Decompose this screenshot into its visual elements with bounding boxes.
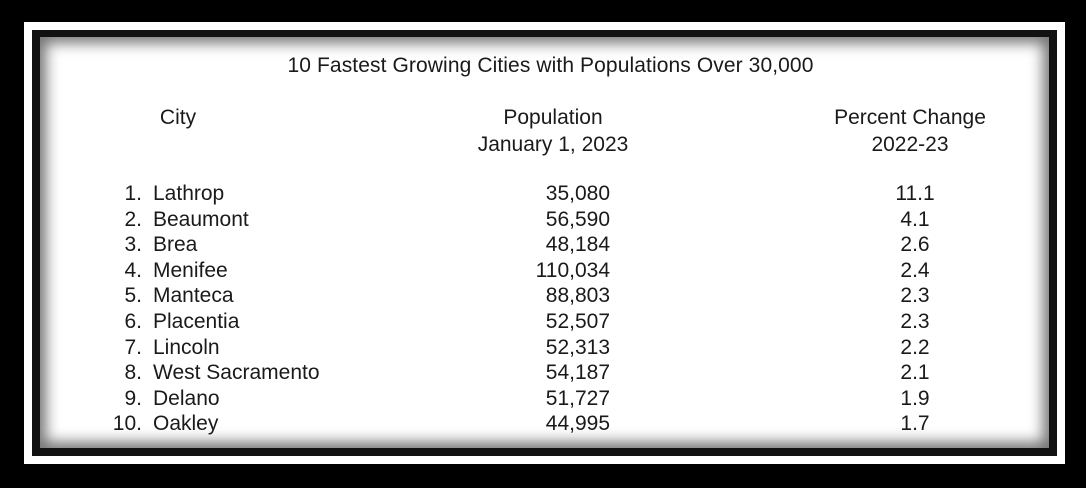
city-cell: Menifee: [153, 258, 228, 282]
header-population-date: January 1, 2023: [477, 133, 629, 156]
population-cell: 52,313: [545, 335, 610, 359]
population-cell: 52,507: [545, 309, 610, 333]
rank-cell: 8.: [124, 361, 142, 385]
header-city-label: City: [159, 106, 197, 129]
city-cell: Manteca: [153, 284, 234, 308]
city-cell: Lincoln: [153, 335, 220, 359]
population-cell: 56,590: [545, 207, 610, 231]
city-cell: Brea: [153, 233, 198, 257]
population-cell: 54,187: [545, 361, 610, 385]
city-cell: Beaumont: [153, 207, 249, 231]
city-cell: Placentia: [153, 309, 240, 333]
rank-cell: 3.: [124, 233, 142, 257]
population-cell: 44,995: [545, 412, 610, 436]
table-body: [40, 181, 1049, 437]
city-cell: Lathrop: [153, 182, 225, 205]
table-row: [40, 360, 1049, 386]
percent-change-cell: 2.1: [900, 361, 930, 385]
percent-change-cell: 1.9: [900, 386, 930, 410]
header-percent-change: [800, 104, 1020, 158]
table-row: [40, 411, 1049, 437]
population-cell: 110,034: [535, 258, 610, 282]
table-row: [40, 258, 1049, 284]
population-cell: 88,803: [545, 284, 610, 308]
table-row: [40, 309, 1049, 335]
percent-change-cell: 2.4: [900, 258, 930, 282]
table-row: [40, 283, 1049, 309]
table-row: [40, 181, 1049, 207]
population-cell: 48,184: [545, 233, 610, 257]
table-title: [40, 54, 1049, 78]
header-population-label: Population: [503, 106, 603, 129]
header-percent-change-label: Percent Change: [834, 106, 986, 129]
percent-change-cell: 11.1: [895, 182, 935, 205]
population-cell: 51,727: [545, 386, 610, 410]
population-cell: 35,080: [545, 182, 610, 205]
percent-change-cell: 1.7: [900, 412, 930, 436]
table-row: [40, 386, 1049, 412]
percent-change-cell: 2.2: [900, 335, 930, 359]
table-row: [40, 207, 1049, 233]
percent-change-cell: 2.6: [900, 233, 930, 257]
table-panel: [40, 37, 1049, 448]
percent-change-cell: 2.3: [900, 284, 930, 308]
table-title-text: 10 Fastest Growing Cities with Populations Over 30,000: [287, 54, 814, 77]
rank-cell: 10.: [112, 412, 142, 436]
city-cell: Delano: [153, 386, 220, 410]
rank-cell: 1.: [124, 182, 142, 205]
header-percent-change-period: 2022-23: [871, 133, 949, 156]
table-row: [40, 335, 1049, 361]
city-cell: West Sacramento: [153, 361, 320, 385]
header-city: [138, 104, 218, 131]
rank-cell: 4.: [124, 258, 142, 282]
table-row: [40, 232, 1049, 258]
rank-cell: 5.: [124, 284, 142, 308]
header-population: [448, 104, 658, 158]
rank-cell: 7.: [124, 335, 142, 359]
rank-cell: 2.: [124, 207, 142, 231]
percent-change-cell: 4.1: [900, 207, 930, 231]
rank-cell: 6.: [124, 309, 142, 333]
rank-cell: 9.: [124, 386, 142, 410]
city-cell: Oakley: [153, 412, 219, 436]
percent-change-cell: 2.3: [900, 309, 930, 333]
